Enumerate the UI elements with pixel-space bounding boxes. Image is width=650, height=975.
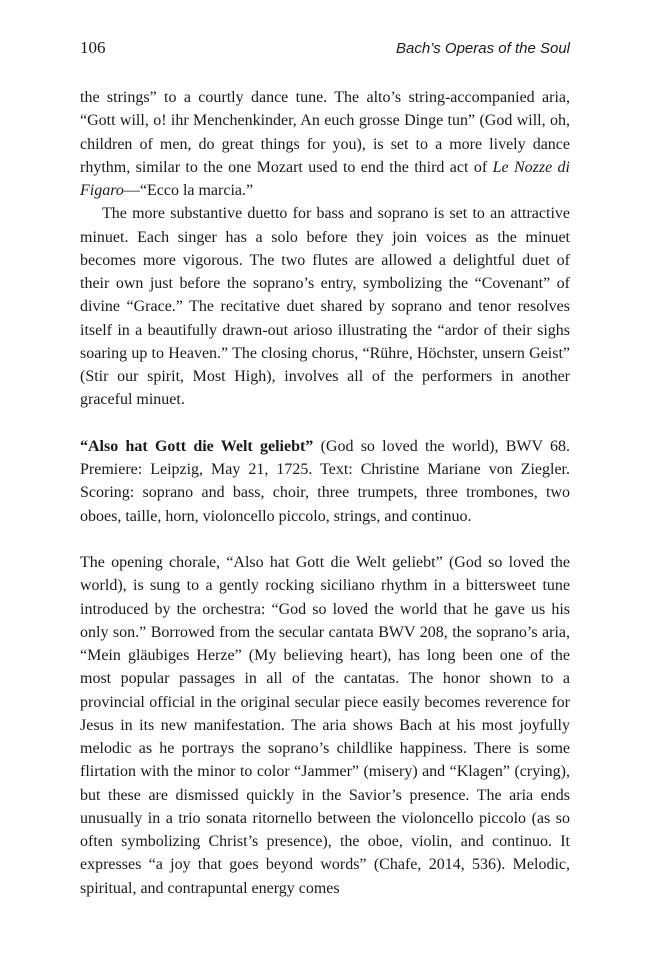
page-number: 106 [80,38,106,57]
paragraph-continued [80,86,570,202]
paragraph-chorale: The opening chorale, “Also hat Gott die Welt geliebt” (God so loved the world), is sung to a gently rocking siciliano rhythm in a bittersweet tune introduced by the orchestra: “God so loved the world that he gave us his only son.” Borrowed from the secular cantata BWV 208, the soprano’s aria, “Mein gläubiges Herze” (My believing heart), has long been one of the most popular passages in all of the cantatas. The honor shown to a provincial official in the original secular piece easily becomes reverence for Jesus in its new manifestation. The aria shows Bach at his most joyfully melodic as he portrays the soprano’s childlike happiness. There is some flirtation with the minor to color “Jammer” (misery) and “Klagen” (crying), but these are dismissed quickly in the Savior’s presence. The aria ends unusually in a trio sonata ritornello between the violoncello piccolo (as so often symbolizing Christ’s presence), the oboe, violin, and continuo. It expresses “a joy that goes beyond words” (Chafe, 2014, 536). Melodic, spiritual, and contrapuntal energy comes [80,554,570,897]
opera-title: Le Nozze di Figaro [80,158,571,199]
paragraph-duetto: The more substantive duetto for bass and soprano is set to an attractive minuet. Each singer has a solo before they join voices as the minuet becomes more vigorous. The two flutes are allowed a delightful duet of their own just before the soprano’s entry, symbolizing the “Covenant” of divine “Grace.” The recitative duet shared by soprano and tenor resolves itself in a beautifully drawn-out arioso illustrating the “ardor of their sighs soaring up to Heaven.” The closing chorus, “Rühre, Höchster, unsern Geist” (Stir our spirit, Most High), involves all of the performers in another graceful minuet. [80,205,570,409]
cantata-details: (God so loved the world), BWV 68. Premiere: Leipzig, May 21, 1725. Text: Christine Mariane von Ziegler. Scoring: soprano and bass, choir, three trumpets, three trombones, two oboes, taille, horn, violoncello piccolo, strings, and continuo. [80,437,570,525]
body-text [80,86,570,900]
running-title: Bach’s Operas of the Soul [396,40,570,57]
running-head [80,38,570,62]
paragraph-text: the strings” to a courtly dance tune. The alto’s string-accompanied aria, “Gott will, o! ihr Menchenkinder, An euch grosse Dinge tun” (God will, oh, children of men, do great things for you), is set to a more lively dance rhythm, similar to the one Mozart used to end the third act of [80,89,570,176]
cantata-entry [80,435,570,528]
paragraph-text: —“Ecco la marcia.” [123,182,254,199]
cantata-title: “Also hat Gott die Welt geliebt” [80,437,314,455]
